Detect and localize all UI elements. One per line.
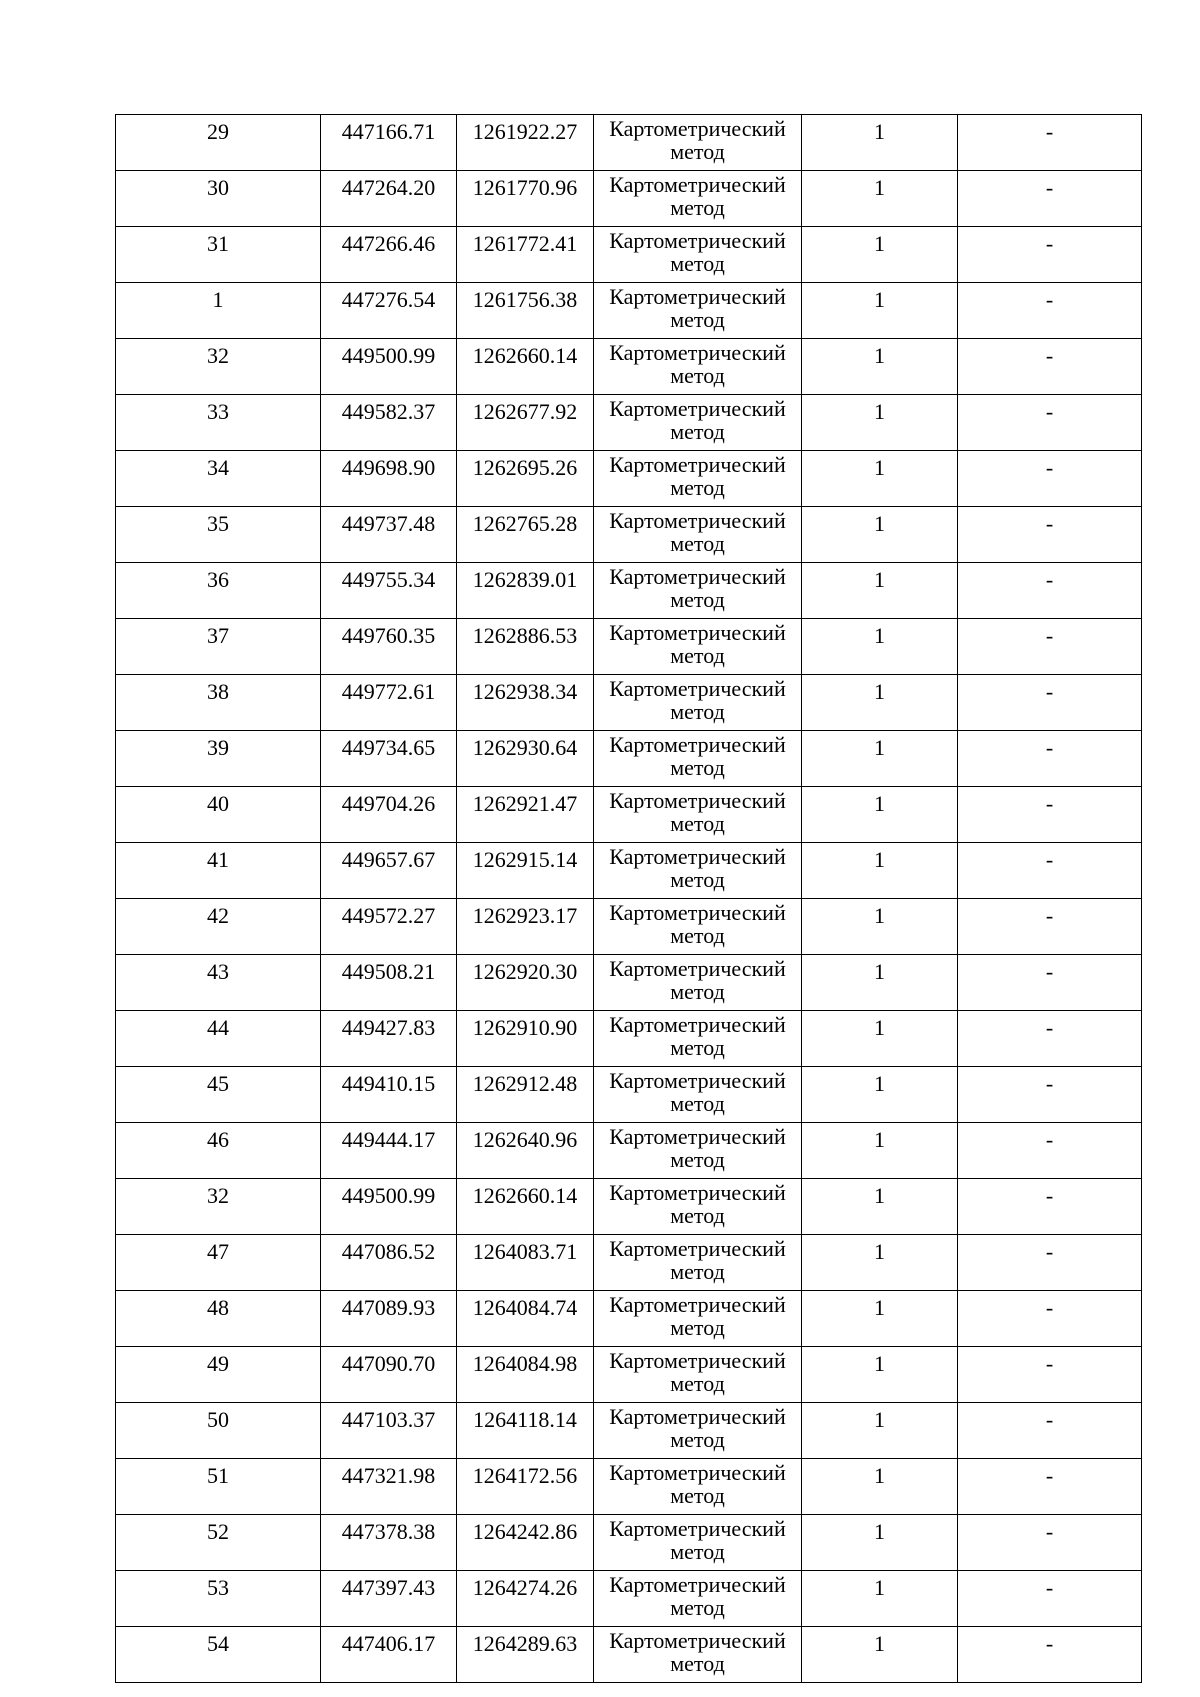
y-coordinate-cell: 1262921.47 (457, 787, 594, 843)
table-row (116, 1291, 1142, 1347)
y-coordinate-cell: 1262640.96 (457, 1123, 594, 1179)
point-number-cell: 53 (116, 1571, 321, 1627)
point-number-cell: 43 (116, 955, 321, 1011)
table-row (116, 731, 1142, 787)
method-cell: Картометрический метод (594, 843, 802, 899)
accuracy-cell: 1 (802, 115, 958, 171)
accuracy-cell: 1 (802, 171, 958, 227)
table-row (116, 283, 1142, 339)
table-row (116, 619, 1142, 675)
table-row (116, 171, 1142, 227)
description-cell: - (958, 115, 1142, 171)
table-row (116, 955, 1142, 1011)
table-row (116, 899, 1142, 955)
accuracy-cell: 1 (802, 227, 958, 283)
description-cell: - (958, 451, 1142, 507)
accuracy-cell: 1 (802, 1459, 958, 1515)
table-row (116, 787, 1142, 843)
x-coordinate-cell: 449755.34 (321, 563, 457, 619)
description-cell: - (958, 1123, 1142, 1179)
x-coordinate-cell: 449772.61 (321, 675, 457, 731)
x-coordinate-cell: 449410.15 (321, 1067, 457, 1123)
x-coordinate-cell: 447397.43 (321, 1571, 457, 1627)
y-coordinate-cell: 1262912.48 (457, 1067, 594, 1123)
point-number-cell: 54 (116, 1627, 321, 1683)
x-coordinate-cell: 449500.99 (321, 339, 457, 395)
table-row (116, 1571, 1142, 1627)
y-coordinate-cell: 1264084.74 (457, 1291, 594, 1347)
y-coordinate-cell: 1264118.14 (457, 1403, 594, 1459)
x-coordinate-cell: 447090.70 (321, 1347, 457, 1403)
accuracy-cell: 1 (802, 731, 958, 787)
table-row (116, 563, 1142, 619)
accuracy-cell: 1 (802, 451, 958, 507)
description-cell: - (958, 1067, 1142, 1123)
table-row (116, 1011, 1142, 1067)
method-cell: Картометрический метод (594, 899, 802, 955)
x-coordinate-cell: 447378.38 (321, 1515, 457, 1571)
description-cell: - (958, 283, 1142, 339)
y-coordinate-cell: 1264289.63 (457, 1627, 594, 1683)
method-cell: Картометрический метод (594, 507, 802, 563)
point-number-cell: 32 (116, 339, 321, 395)
accuracy-cell: 1 (802, 1627, 958, 1683)
x-coordinate-cell: 449572.27 (321, 899, 457, 955)
y-coordinate-cell: 1262660.14 (457, 339, 594, 395)
point-number-cell: 40 (116, 787, 321, 843)
point-number-cell: 29 (116, 115, 321, 171)
accuracy-cell: 1 (802, 1291, 958, 1347)
x-coordinate-cell: 449704.26 (321, 787, 457, 843)
description-cell: - (958, 339, 1142, 395)
method-cell: Картометрический метод (594, 1123, 802, 1179)
description-cell: - (958, 171, 1142, 227)
point-number-cell: 47 (116, 1235, 321, 1291)
table-row (116, 1067, 1142, 1123)
description-cell: - (958, 1291, 1142, 1347)
point-number-cell: 44 (116, 1011, 321, 1067)
method-cell: Картометрический метод (594, 1459, 802, 1515)
table-row (116, 115, 1142, 171)
x-coordinate-cell: 449760.35 (321, 619, 457, 675)
description-cell: - (958, 731, 1142, 787)
accuracy-cell: 1 (802, 899, 958, 955)
point-number-cell: 34 (116, 451, 321, 507)
x-coordinate-cell: 449508.21 (321, 955, 457, 1011)
y-coordinate-cell: 1261756.38 (457, 283, 594, 339)
point-number-cell: 1 (116, 283, 321, 339)
point-number-cell: 48 (116, 1291, 321, 1347)
x-coordinate-cell: 449698.90 (321, 451, 457, 507)
y-coordinate-cell: 1262930.64 (457, 731, 594, 787)
table-row (116, 1515, 1142, 1571)
method-cell: Картометрический метод (594, 1627, 802, 1683)
y-coordinate-cell: 1264084.98 (457, 1347, 594, 1403)
table-row (116, 1235, 1142, 1291)
coordinates-table-body (116, 115, 1142, 1683)
method-cell: Картометрический метод (594, 1571, 802, 1627)
method-cell: Картометрический метод (594, 563, 802, 619)
y-coordinate-cell: 1262910.90 (457, 1011, 594, 1067)
accuracy-cell: 1 (802, 675, 958, 731)
method-cell: Картометрический метод (594, 619, 802, 675)
point-number-cell: 31 (116, 227, 321, 283)
point-number-cell: 49 (116, 1347, 321, 1403)
y-coordinate-cell: 1264274.26 (457, 1571, 594, 1627)
description-cell: - (958, 1179, 1142, 1235)
method-cell: Картометрический метод (594, 1347, 802, 1403)
y-coordinate-cell: 1262920.30 (457, 955, 594, 1011)
method-cell: Картометрический метод (594, 675, 802, 731)
point-number-cell: 39 (116, 731, 321, 787)
description-cell: - (958, 1515, 1142, 1571)
y-coordinate-cell: 1261922.27 (457, 115, 594, 171)
point-number-cell: 37 (116, 619, 321, 675)
y-coordinate-cell: 1262677.92 (457, 395, 594, 451)
x-coordinate-cell: 447266.46 (321, 227, 457, 283)
x-coordinate-cell: 449657.67 (321, 843, 457, 899)
y-coordinate-cell: 1264242.86 (457, 1515, 594, 1571)
y-coordinate-cell: 1262765.28 (457, 507, 594, 563)
point-number-cell: 30 (116, 171, 321, 227)
method-cell: Картометрический метод (594, 339, 802, 395)
accuracy-cell: 1 (802, 507, 958, 563)
accuracy-cell: 1 (802, 1571, 958, 1627)
y-coordinate-cell: 1262660.14 (457, 1179, 594, 1235)
x-coordinate-cell: 447276.54 (321, 283, 457, 339)
table-row (116, 339, 1142, 395)
table-row (116, 843, 1142, 899)
x-coordinate-cell: 447089.93 (321, 1291, 457, 1347)
accuracy-cell: 1 (802, 787, 958, 843)
description-cell: - (958, 843, 1142, 899)
accuracy-cell: 1 (802, 1179, 958, 1235)
method-cell: Картометрический метод (594, 115, 802, 171)
description-cell: - (958, 787, 1142, 843)
y-coordinate-cell: 1264172.56 (457, 1459, 594, 1515)
y-coordinate-cell: 1262695.26 (457, 451, 594, 507)
accuracy-cell: 1 (802, 1067, 958, 1123)
x-coordinate-cell: 449737.48 (321, 507, 457, 563)
y-coordinate-cell: 1262915.14 (457, 843, 594, 899)
accuracy-cell: 1 (802, 1011, 958, 1067)
y-coordinate-cell: 1262886.53 (457, 619, 594, 675)
point-number-cell: 42 (116, 899, 321, 955)
method-cell: Картометрический метод (594, 1067, 802, 1123)
x-coordinate-cell: 447086.52 (321, 1235, 457, 1291)
table-row (116, 1123, 1142, 1179)
y-coordinate-cell: 1262839.01 (457, 563, 594, 619)
point-number-cell: 38 (116, 675, 321, 731)
accuracy-cell: 1 (802, 619, 958, 675)
point-number-cell: 35 (116, 507, 321, 563)
description-cell: - (958, 1627, 1142, 1683)
description-cell: - (958, 227, 1142, 283)
description-cell: - (958, 619, 1142, 675)
description-cell: - (958, 675, 1142, 731)
point-number-cell: 46 (116, 1123, 321, 1179)
description-cell: - (958, 1571, 1142, 1627)
x-coordinate-cell: 449427.83 (321, 1011, 457, 1067)
description-cell: - (958, 1235, 1142, 1291)
y-coordinate-cell: 1264083.71 (457, 1235, 594, 1291)
accuracy-cell: 1 (802, 563, 958, 619)
point-number-cell: 33 (116, 395, 321, 451)
method-cell: Картометрический метод (594, 283, 802, 339)
y-coordinate-cell: 1262923.17 (457, 899, 594, 955)
point-number-cell: 51 (116, 1459, 321, 1515)
description-cell: - (958, 1011, 1142, 1067)
accuracy-cell: 1 (802, 283, 958, 339)
x-coordinate-cell: 449500.99 (321, 1179, 457, 1235)
point-number-cell: 32 (116, 1179, 321, 1235)
method-cell: Картометрический метод (594, 787, 802, 843)
x-coordinate-cell: 447321.98 (321, 1459, 457, 1515)
description-cell: - (958, 899, 1142, 955)
y-coordinate-cell: 1261772.41 (457, 227, 594, 283)
description-cell: - (958, 1403, 1142, 1459)
method-cell: Картометрический метод (594, 1011, 802, 1067)
method-cell: Картометрический метод (594, 1235, 802, 1291)
table-row (116, 1347, 1142, 1403)
accuracy-cell: 1 (802, 843, 958, 899)
accuracy-cell: 1 (802, 1123, 958, 1179)
point-number-cell: 52 (116, 1515, 321, 1571)
method-cell: Картометрический метод (594, 731, 802, 787)
table-row (116, 1179, 1142, 1235)
table-row (116, 675, 1142, 731)
table-row (116, 1403, 1142, 1459)
x-coordinate-cell: 449444.17 (321, 1123, 457, 1179)
x-coordinate-cell: 449734.65 (321, 731, 457, 787)
table-row (116, 395, 1142, 451)
method-cell: Картометрический метод (594, 1515, 802, 1571)
description-cell: - (958, 955, 1142, 1011)
y-coordinate-cell: 1262938.34 (457, 675, 594, 731)
description-cell: - (958, 395, 1142, 451)
x-coordinate-cell: 447103.37 (321, 1403, 457, 1459)
method-cell: Картометрический метод (594, 451, 802, 507)
point-number-cell: 41 (116, 843, 321, 899)
table-row (116, 507, 1142, 563)
method-cell: Картометрический метод (594, 227, 802, 283)
x-coordinate-cell: 449582.37 (321, 395, 457, 451)
accuracy-cell: 1 (802, 1235, 958, 1291)
table-row (116, 227, 1142, 283)
point-number-cell: 50 (116, 1403, 321, 1459)
table-row (116, 1459, 1142, 1515)
method-cell: Картометрический метод (594, 955, 802, 1011)
accuracy-cell: 1 (802, 955, 958, 1011)
table-row (116, 1627, 1142, 1683)
accuracy-cell: 1 (802, 395, 958, 451)
accuracy-cell: 1 (802, 1515, 958, 1571)
x-coordinate-cell: 447406.17 (321, 1627, 457, 1683)
method-cell: Картометрический метод (594, 171, 802, 227)
description-cell: - (958, 507, 1142, 563)
table-row (116, 451, 1142, 507)
accuracy-cell: 1 (802, 1347, 958, 1403)
method-cell: Картометрический метод (594, 1179, 802, 1235)
method-cell: Картометрический метод (594, 395, 802, 451)
x-coordinate-cell: 447166.71 (321, 115, 457, 171)
description-cell: - (958, 1347, 1142, 1403)
description-cell: - (958, 1459, 1142, 1515)
method-cell: Картометрический метод (594, 1403, 802, 1459)
method-cell: Картометрический метод (594, 1291, 802, 1347)
accuracy-cell: 1 (802, 1403, 958, 1459)
coordinates-table (115, 114, 1142, 1683)
accuracy-cell: 1 (802, 339, 958, 395)
point-number-cell: 45 (116, 1067, 321, 1123)
x-coordinate-cell: 447264.20 (321, 171, 457, 227)
point-number-cell: 36 (116, 563, 321, 619)
description-cell: - (958, 563, 1142, 619)
y-coordinate-cell: 1261770.96 (457, 171, 594, 227)
